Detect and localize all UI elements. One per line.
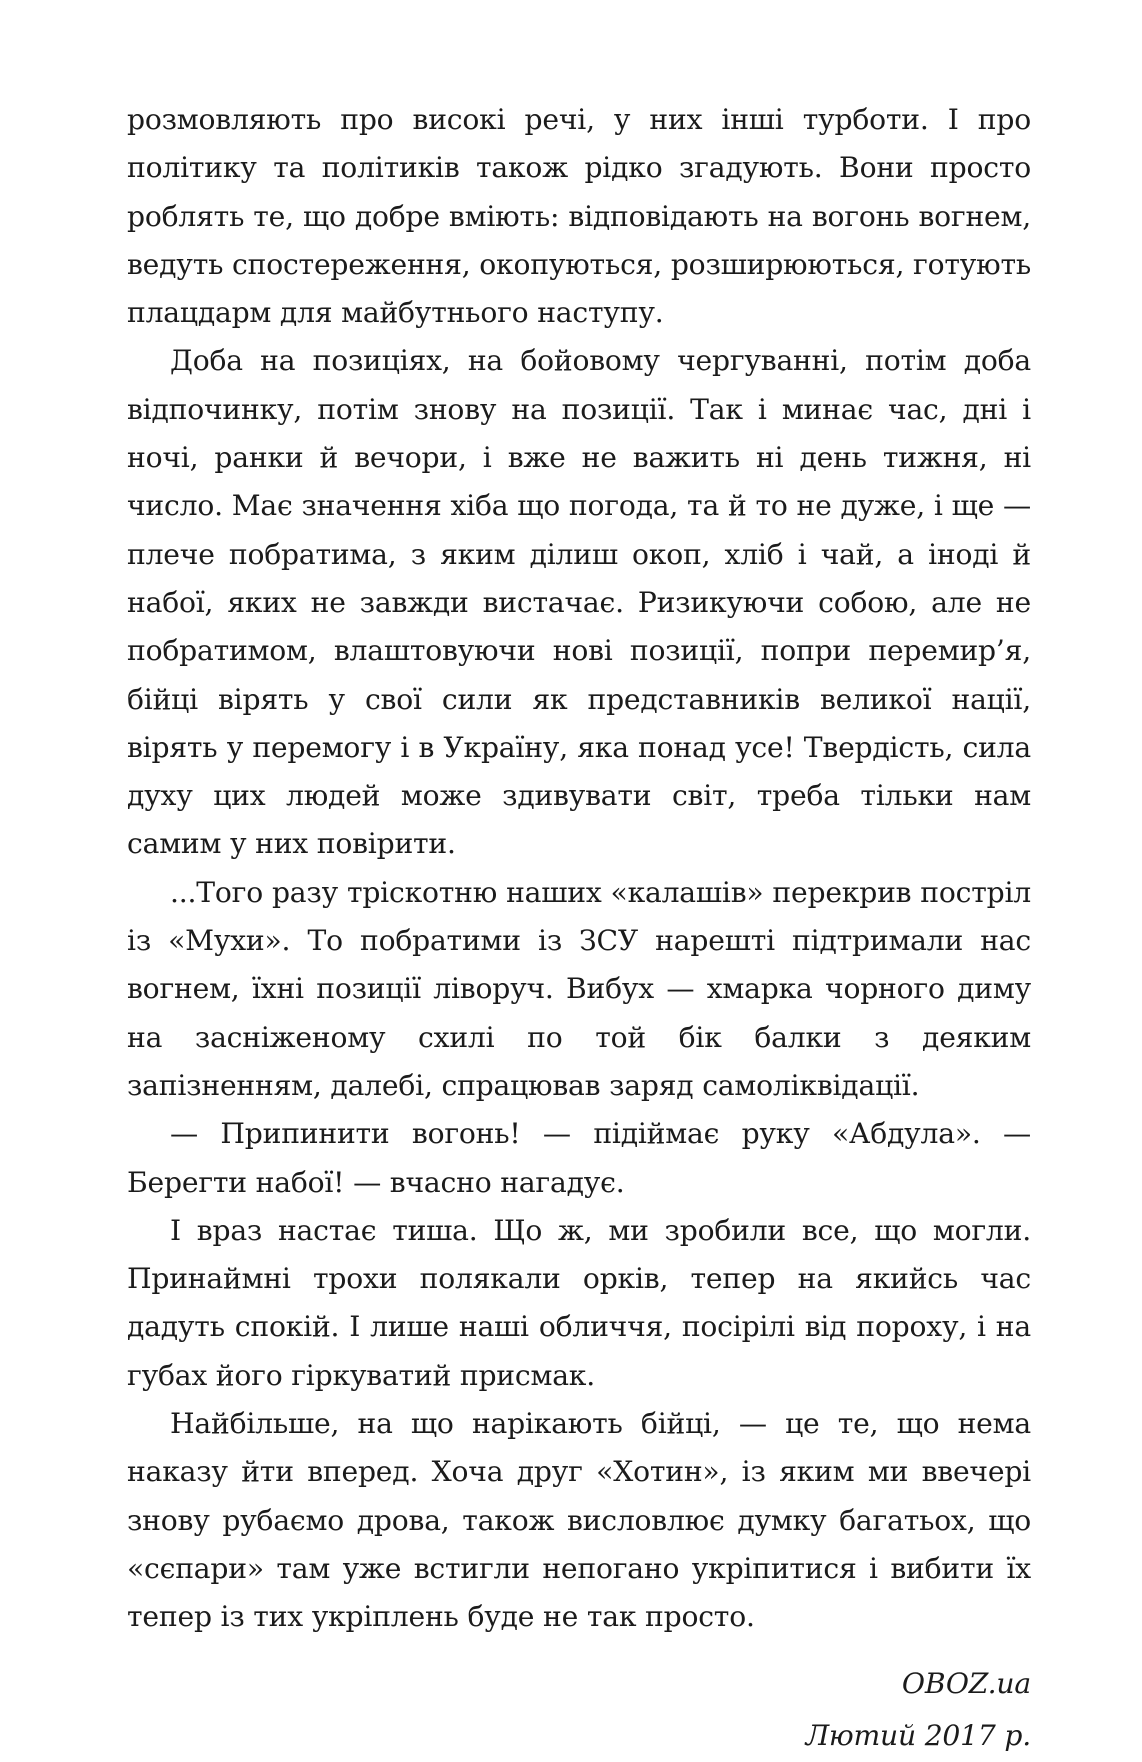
paragraph-3: ...Того разу тріскотню наших «калашів» перекрив постріл із «Мухи». То побратими із ЗСУ нарешті підтримали нас вогнем, їхні позиції ліворуч. Вибух — хмарка чорного диму на засніженому схилі по той бік балки з деяким запізненням, далебі, спрацював заряд самоліквідації. xyxy=(127,875,1031,1102)
page-body xyxy=(127,96,1031,1762)
paragraph-5: І враз настає тиша. Що ж, ми зробили все, що могли. Принаймні трохи полякали орків, тепер на якийсь час дадуть спокій. І лише наші обличчя, посірілі від пороху, і на губах його гіркуватий присмак. xyxy=(127,1213,1031,1392)
signature-block xyxy=(127,1658,1031,1762)
paragraph-2: Доба на позиціях, на бойовому чергуванні, потім доба відпочинку, потім знову на позиції. Так і минає час, дні і ночі, ранки й вечори, і вже не важить ні день тижня, ні число. Має значення хіба що погода, та й то не дуже, і ще — плече побратима, з яким ділиш окоп, хліб і чай, а іноді й набої, яких не завжди вистачає. Ризикуючи собою, але не побратимом, влаштовуючи нові позиції, попри перемир’я, бійці вірять у свої сили як представників великої нації, вірять у перемогу і в Україну, яка понад усе! Твердість, сила духу цих людей може здивувати світ, треба тільки нам самим у них повірити. xyxy=(127,344,1031,861)
publication-date: Лютий 2017 р. xyxy=(805,1718,1031,1752)
paragraph-6: Найбільше, на що нарікають бійці, — це те, що нема наказу йти вперед. Хоча друг «Хотин», із яким ми ввечері знову рубаємо дрова, також висловлює думку багатьох, що «сєпари» там уже встигли непогано укріпитися і вибити їх тепер із тих укріплень буде не так просто. xyxy=(127,1407,1031,1634)
paragraph-4: — Припинити вогонь! — підіймає руку «Абдула». — Берегти набої! — вчасно нагадує. xyxy=(127,1117,1031,1199)
source-name: OBOZ.ua xyxy=(901,1666,1031,1700)
paragraph-1: розмовляють про високі речі, у них інші турботи. І про політику та політиків також рідко згадують. Вони просто роблять те, що добре вміють: відповідають на вогонь вогнем, ведуть спостереження, окопуються, розширюються, готують плацдарм для майбутнього наступу. xyxy=(127,103,1031,330)
